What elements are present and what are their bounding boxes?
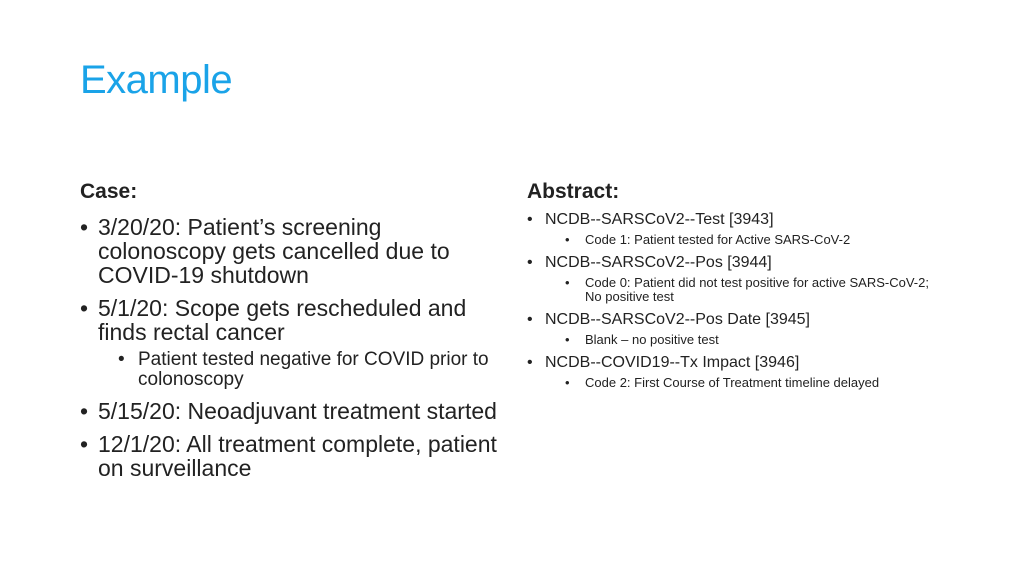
case-item: • 12/1/20: All treatment complete, patient on surveillance [80,432,500,480]
abstract-subitem: • Blank – no positive test [565,333,947,347]
abstract-subitem: • Code 1: Patient tested for Active SARS-CoV-2 [565,233,947,247]
case-item: • 5/1/20: Scope gets rescheduled and finds rectal cancer [80,296,500,344]
case-list [80,215,500,480]
abstract-item: • NCDB--COVID19--Tx Impact [3946] [527,353,947,373]
case-heading: Case: [80,180,138,203]
abstract-list [527,210,947,390]
case-item: • 5/15/20: Neoadjuvant treatment started [80,399,500,423]
abstract-item: • NCDB--SARSCoV2--Pos Date [3945] [527,310,947,330]
abstract-subitem: • Code 2: First Course of Treatment timeline delayed [565,376,947,390]
abstract-item: • NCDB--SARSCoV2--Pos [3944] [527,253,947,273]
abstract-column [527,178,947,396]
case-item: • 3/20/20: Patient’s screening colonoscopy gets cancelled due to COVID-19 shutdown [80,215,500,287]
case-column [80,178,500,480]
abstract-subitem: • Code 0: Patient did not test positive for active SARS-CoV-2; No positive test [565,276,947,304]
abstract-heading: Abstract: [527,180,620,203]
abstract-item: • NCDB--SARSCoV2--Test [3943] [527,210,947,230]
slide-title: Example [80,58,233,102]
case-subitem: • Patient tested negative for COVID prior to colonoscopy [118,350,500,390]
